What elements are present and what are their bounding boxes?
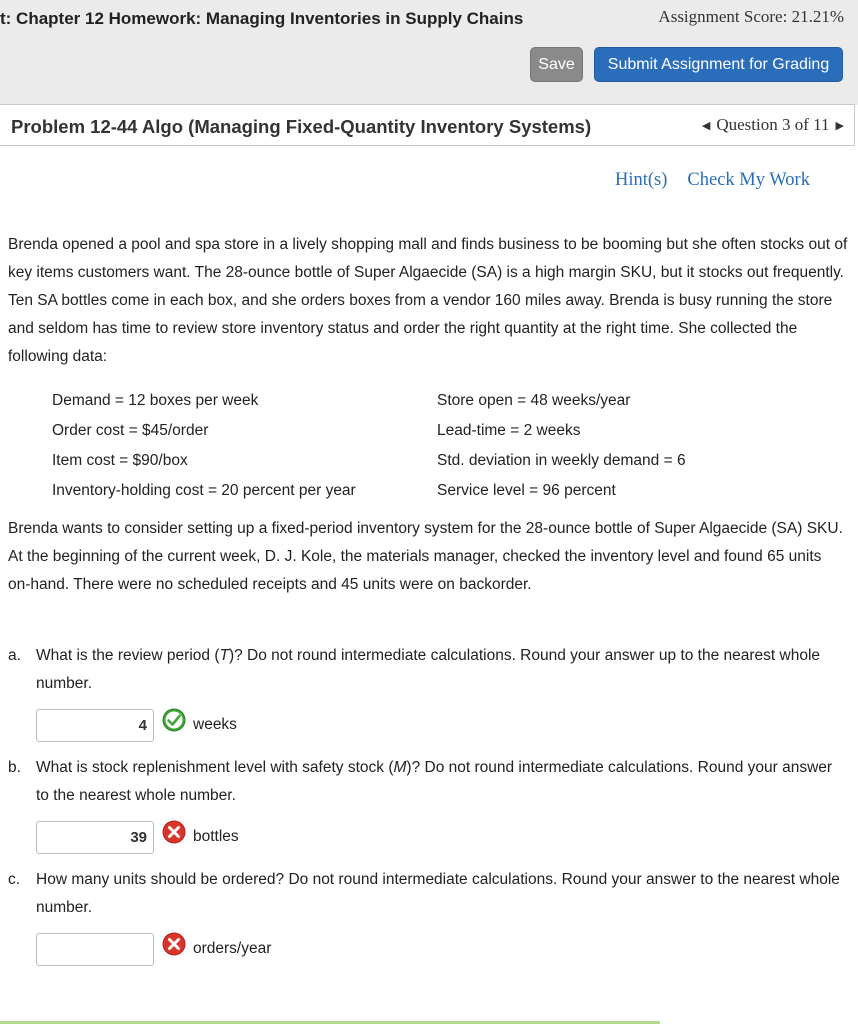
assignment-title: t: Chapter 12 Homework: Managing Inventories in Supply Chains <box>0 9 524 28</box>
question-c <box>8 866 843 922</box>
data-order-cost: Order cost = $45/order <box>52 422 209 439</box>
problem-intro: Brenda opened a pool and spa store in a lively shopping mall and finds business to be booming but she often stocks out of key items customers want. The 28-ounce bottle of Super Algaecide (SA) is a high margin SKU, but it stocks out frequently. Ten SA bottles come in each box, and she orders boxes from a vendor 160 miles away. Brenda is busy running the store and seldom has time to review store inventory status and order the right quantity at the right time. She collected the following data: <box>8 236 848 365</box>
assignment-header <box>0 0 858 105</box>
check-my-work-link[interactable]: Check My Work <box>687 170 810 190</box>
question-a <box>8 642 843 698</box>
question-variable: M <box>393 759 407 776</box>
answer-unit-a: weeks <box>193 716 237 733</box>
problem-title: Problem 12-44 Algo (Managing Fixed-Quantity Inventory Systems) <box>11 116 592 137</box>
save-button[interactable]: Save <box>530 47 583 82</box>
data-std-deviation: Std. deviation in weekly demand = 6 <box>437 452 686 469</box>
incorrect-x-icon <box>162 932 186 956</box>
hints-link[interactable]: Hint(s) <box>615 170 668 190</box>
problem-links <box>615 170 810 191</box>
question-text: What is the review period ( <box>36 647 220 664</box>
question-text: )? Do not round intermediate calculations. Round your answer up to the nearest whole number. <box>36 647 821 692</box>
problem-scenario: Brenda wants to consider setting up a fixed-period inventory system for the 28-ounce bottle of Super Algaecide (SA) SKU. At the beginning of the current week, D. J. Kole, the materials manager, checked the inventory level and found 65 units on-hand. There were no scheduled receipts and 45 units were on backorder. <box>8 520 843 593</box>
question-navigator <box>702 115 844 135</box>
question-text: )? Do not round intermediate calculations. Round your answer to the nearest whole number. <box>36 759 833 804</box>
answer-unit-c: orders/year <box>193 940 272 957</box>
answer-unit-b: bottles <box>193 828 239 845</box>
assignment-score: Assignment Score: 21.21% <box>658 7 844 26</box>
data-item-cost: Item cost = $90/box <box>52 452 188 469</box>
correct-check-icon <box>162 708 186 732</box>
question-letter: b. <box>8 759 21 776</box>
question-text: What is stock replenishment level with safety stock ( <box>36 759 394 776</box>
data-service-level: Service level = 96 percent <box>437 482 616 499</box>
question-b <box>8 754 843 810</box>
answer-input-a[interactable]: 4 <box>36 709 154 742</box>
problem-bar <box>0 104 855 146</box>
incorrect-x-icon <box>162 820 186 844</box>
question-counter: Question 3 of 11 <box>716 115 830 134</box>
answer-input-b[interactable]: 39 <box>36 821 154 854</box>
data-store-open: Store open = 48 weeks/year <box>437 392 631 409</box>
previous-question-icon[interactable]: ◀ <box>701 119 711 132</box>
answer-input-c[interactable] <box>36 933 154 966</box>
data-demand: Demand = 12 boxes per week <box>52 392 259 409</box>
question-letter: c. <box>8 871 21 888</box>
data-lead-time: Lead-time = 2 weeks <box>437 422 581 439</box>
question-letter: a. <box>8 647 21 664</box>
next-question-icon[interactable]: ▶ <box>835 119 844 132</box>
question-variable: T <box>219 647 229 664</box>
question-text: How many units should be ordered? Do not round intermediate calculations. Round your answer to the nearest whole number. <box>36 871 840 916</box>
data-holding-cost: Inventory-holding cost = 20 percent per year <box>52 482 356 499</box>
submit-assignment-button[interactable]: Submit Assignment for Grading <box>594 47 843 82</box>
